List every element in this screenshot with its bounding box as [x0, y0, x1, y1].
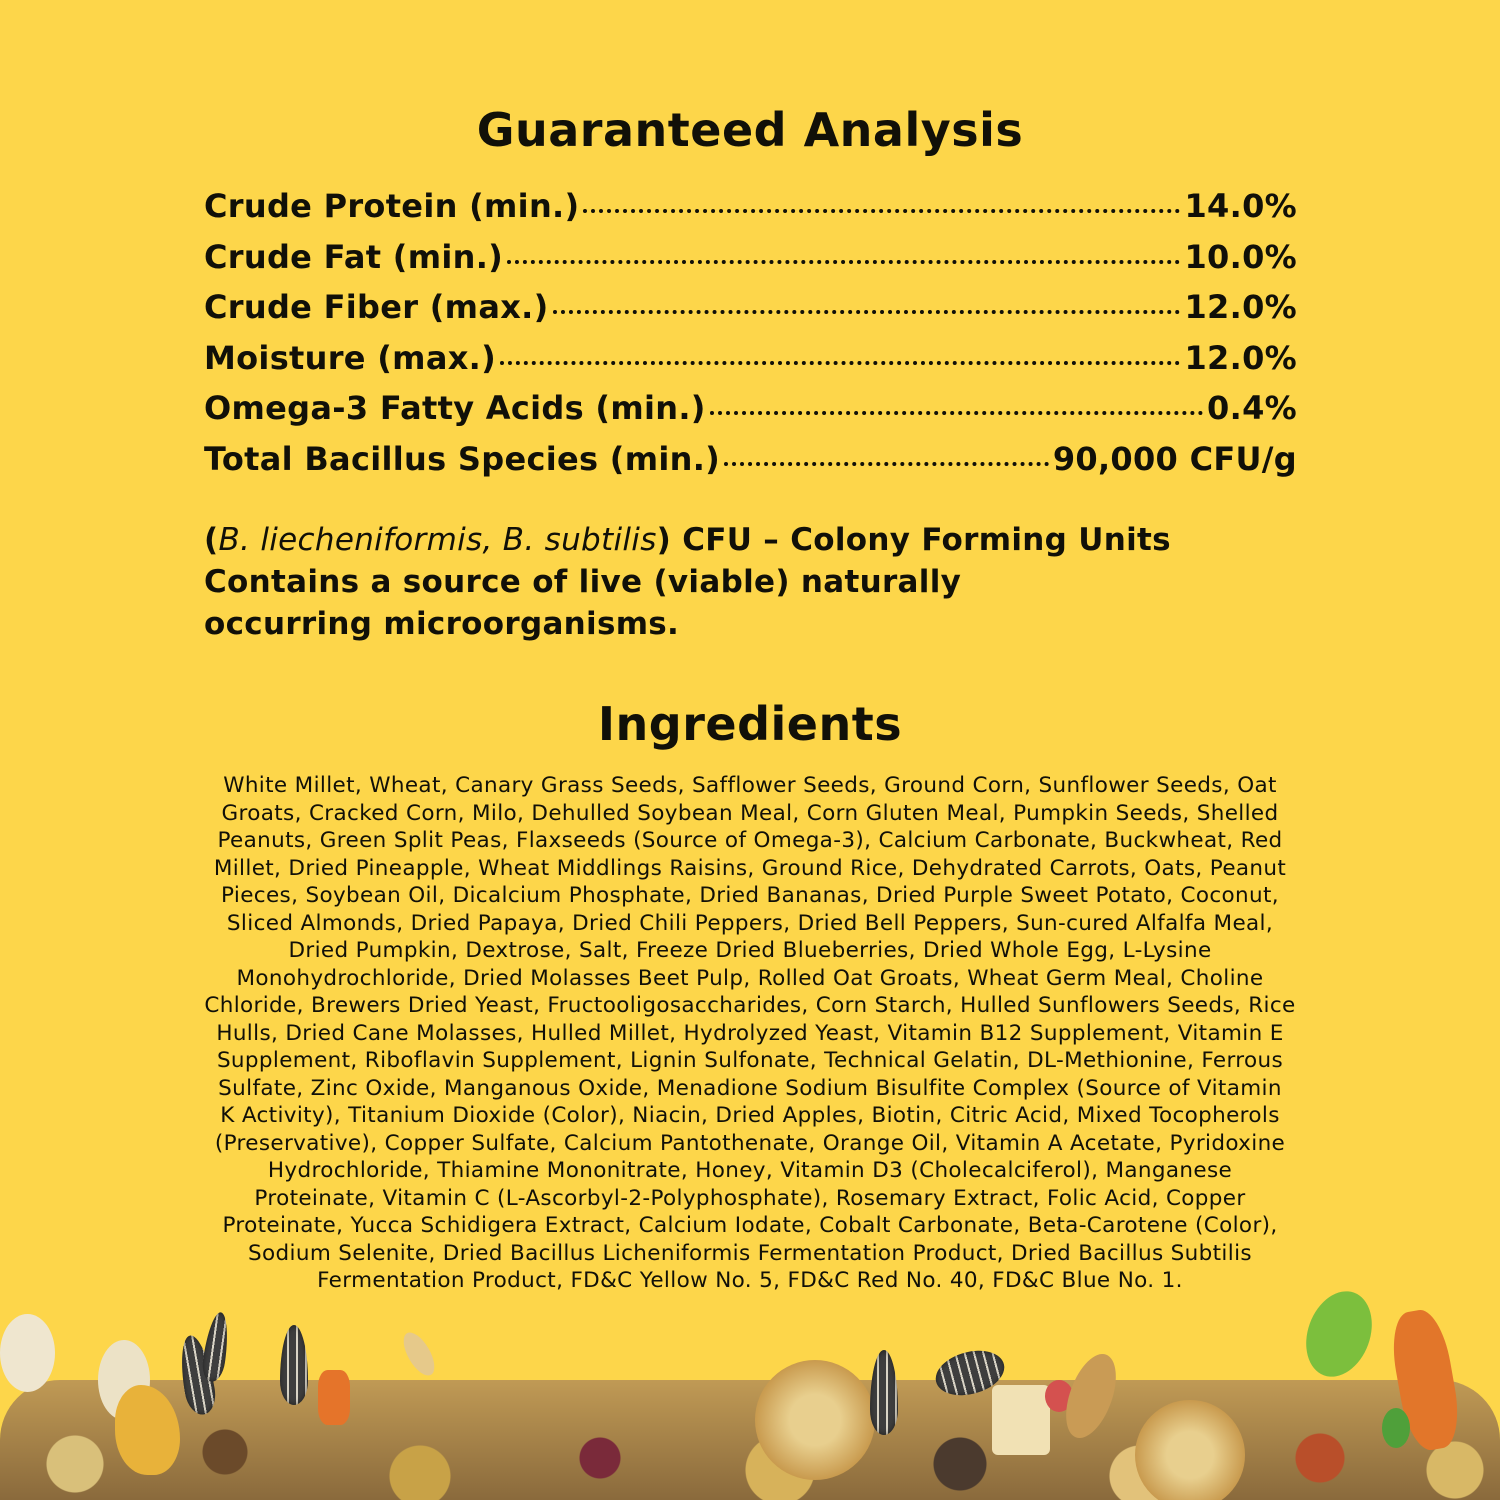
species-names: B. liecheniformis, B. subtilis: [218, 522, 657, 558]
analysis-row-moisture: [204, 339, 1297, 390]
dot-leader: [724, 462, 1049, 466]
ingredients-line: White Millet, Wheat, Canary Grass Seeds, Safflower Seeds, Ground Corn, Sunflower Seeds, Oat: [223, 773, 1277, 798]
ingredients-line: K Activity), Titanium Dioxide (Color), Niacin, Dried Apples, Biotin, Citric Acid, Mixed Tocopherols: [220, 1103, 1280, 1128]
sunflower-seed-icon: [870, 1350, 898, 1435]
analysis-value: 12.0%: [1184, 338, 1297, 377]
green-pellet-icon: [1295, 1290, 1383, 1386]
seed-pile: [0, 1380, 1500, 1500]
guaranteed-analysis-table: [204, 187, 1297, 490]
analysis-row-crude-fat: [204, 238, 1297, 289]
ingredients-line: Fermentation Product, FD&C Yellow No. 5, FD&C Red No. 40, FD&C Blue No. 1.: [317, 1268, 1183, 1293]
ingredients-line: Millet, Dried Pineapple, Wheat Middlings Raisins, Ground Rice, Dehydrated Carrots, Oats, Peanut: [213, 855, 1287, 881]
ingredients-line: Dried Pumpkin, Dextrose, Salt, Freeze Dried Blueberries, Dried Whole Egg, L-Lysine: [288, 938, 1212, 963]
analysis-row-crude-fiber: [204, 288, 1297, 339]
dot-leader: [553, 310, 1181, 314]
analysis-label: Crude Protein (min.): [204, 187, 580, 225]
analysis-label: Total Bacillus Species (min.): [204, 439, 721, 478]
ingredients-line: Sulfate, Zinc Oxide, Manganous Oxide, Menadione Sodium Bisulfite Complex (Source of Vitamin: [218, 1075, 1282, 1101]
ingredients-line: Sliced Almonds, Dried Papaya, Dried Chili Peppers, Dried Bell Peppers, Sun-cured Alfalfa Meal,: [226, 910, 1274, 936]
analysis-label: Moisture (max.): [204, 338, 497, 377]
analysis-value: 90,000 CFU/g: [1052, 439, 1297, 478]
puffed-rice-ball-icon: [0, 1314, 55, 1392]
note-line-2: Contains a source of live (viable) naturally: [204, 564, 962, 600]
analysis-row-crude-protein: [204, 187, 1297, 238]
ingredients-line: Supplement, Riboflavin Supplement, Lignin Sulfonate, Technical Gelatin, DL-Methionine, Ferrous: [216, 1048, 1284, 1073]
note-line-1: [204, 519, 1304, 561]
dot-leader: [507, 260, 1180, 264]
probiotic-note: [204, 519, 1304, 645]
analysis-label: Crude Fiber (max.): [204, 288, 549, 326]
ingredients-line: Peanuts, Green Split Peas, Flaxseeds (Source of Omega-3), Calcium Carbonate, Buckwheat, Red: [217, 828, 1283, 853]
ingredients-line: Hydrochloride, Thiamine Mononitrate, Honey, Vitamin D3 (Cholecalciferol), Manganese: [267, 1158, 1233, 1183]
ingredients-line: Hulls, Dried Cane Molasses, Hulled Millet, Hydrolyzed Yeast, Vitamin B12 Supplement, Vitamin E: [216, 1020, 1284, 1046]
analysis-value: 14.0%: [1184, 187, 1297, 225]
ingredients-line: Sodium Selenite, Dried Bacillus Licheniformis Fermentation Product, Dried Bacillus Subtilis: [248, 1240, 1252, 1266]
analysis-label: Omega-3 Fatty Acids (min.): [204, 389, 706, 427]
carrot-piece-icon: [318, 1370, 350, 1425]
ingredients-line: Groats, Cracked Corn, Milo, Dehulled Soybean Meal, Corn Gluten Meal, Pumpkin Seeds, Shelled: [221, 800, 1279, 826]
ingredients-line: Proteinate, Yucca Schidigera Extract, Calcium Iodate, Cobalt Carbonate, Beta-Carotene (Color),: [222, 1213, 1278, 1238]
ingredients-title: Ingredients: [597, 697, 903, 751]
analysis-value: 0.4%: [1207, 389, 1297, 427]
analysis-label: Crude Fat (min.): [204, 237, 504, 276]
seed-bar-icon: [1135, 1400, 1245, 1500]
ingredients-line: Monohydrochloride, Dried Molasses Beet Pulp, Rolled Oat Groats, Wheat Germ Meal, Choline: [236, 965, 1264, 991]
analysis-value: 10.0%: [1184, 237, 1297, 276]
dot-leader: [710, 411, 1203, 415]
ingredients-line: Proteinate, Vitamin C (L-Ascorbyl-2-Polyphosphate), Rosemary Extract, Folic Acid, Copper: [254, 1185, 1246, 1211]
seed-mix-image: [0, 1290, 1500, 1500]
sunflower-seed-icon: [200, 1311, 232, 1383]
coconut-cube-icon: [992, 1385, 1050, 1455]
seed-bar-icon: [755, 1360, 875, 1480]
note-paren: (: [204, 522, 219, 558]
green-pellet-icon: [1382, 1408, 1410, 1448]
note-line-3: occurring microorganisms.: [204, 606, 680, 642]
analysis-value: 12.0%: [1184, 288, 1297, 326]
ingredients-line: Pieces, Soybean Oil, Dicalcium Phosphate, Dried Bananas, Dried Purple Sweet Potato, Coconut,: [221, 883, 1279, 908]
ingredients-line: (Preservative), Copper Sulfate, Calcium Pantothenate, Orange Oil, Vitamin A Acetate, Pyridoxine: [214, 1130, 1286, 1156]
dot-leader: [583, 209, 1180, 213]
analysis-row-omega-3: [204, 389, 1297, 440]
pine-nut-icon: [397, 1328, 440, 1381]
ingredients-list: [130, 772, 1370, 1295]
note-cfu-definition: ) CFU – Colony Forming Units: [656, 522, 1171, 558]
ingredients-line: Chloride, Brewers Dried Yeast, Fructooligosaccharides, Corn Starch, Hulled Sunflowers Seeds, Rice: [204, 993, 1296, 1018]
sunflower-seed-icon: [280, 1325, 308, 1405]
analysis-row-bacillus: [204, 440, 1297, 491]
guaranteed-analysis-title: Guaranteed Analysis: [476, 103, 1024, 157]
dot-leader: [500, 361, 1180, 365]
